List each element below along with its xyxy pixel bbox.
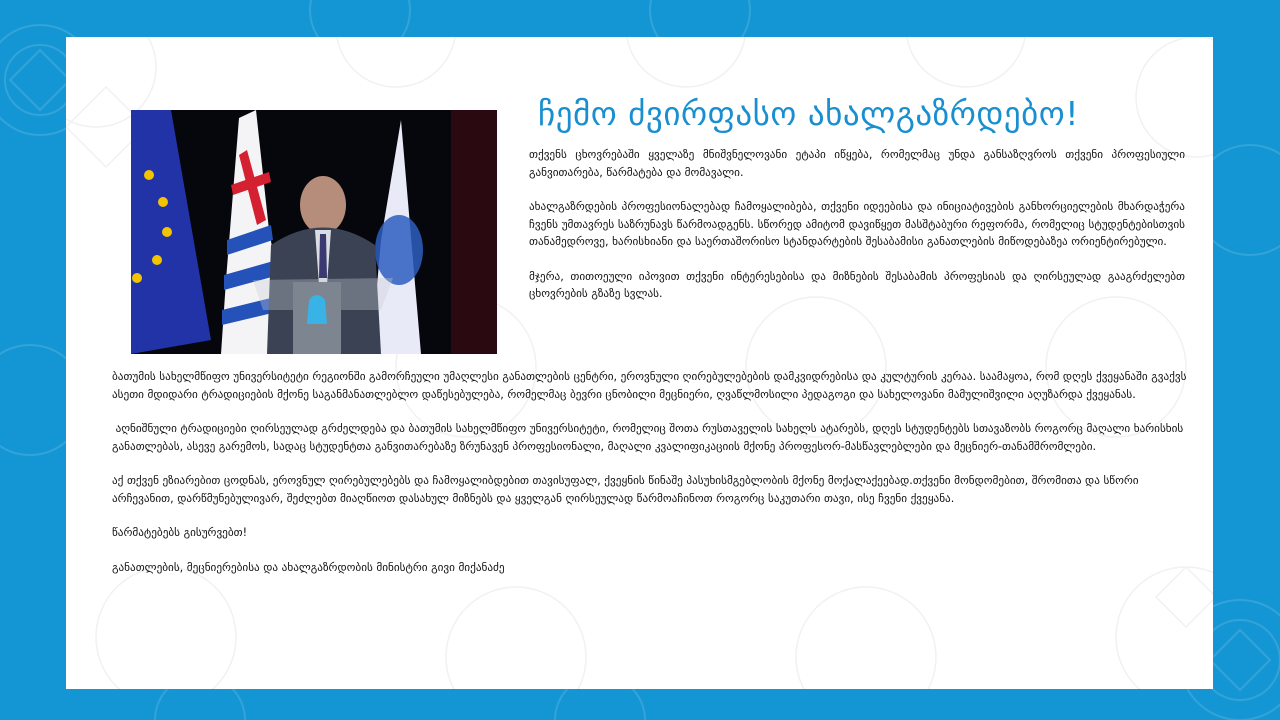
main-letter-text xyxy=(112,368,1192,593)
intro-text xyxy=(529,146,1185,320)
signature: განათლების, მეცნიერებისა და ახალგაზრდობის მინისტრი გივი მიქანაძე xyxy=(112,560,505,574)
closing-wish: წარმატებებს გისურვებთ! xyxy=(112,526,248,539)
body-paragraph-1: ბათუმის სახელმწიფო უნივერსიტეტი რეგიონში გამორჩეული უმაღლესი განათლების ცენტრი, ეროვნული ღირებულებების დამკვიდრებისა და კულტურის კერაა. საამაყოა, რომ დღეს ქვეყანაში გვაქვს ასეთი მდიდარი ტრადიციების მქონე საგანმანათლებლო დაწესებულება, რომელმაც ბევრი ცნობილი მეცნიერი, ღვაწლმოსილი პედაგოგი და სახელოვანი მამულიშვილი აღუზარდა ქვეყანას. xyxy=(112,370,1187,401)
page-title: ჩემო ძვირფასო ახალგაზრდებო! xyxy=(538,94,1079,133)
body-paragraph-3: აქ თქვენ ეზიარებით ცოდნას, ეროვნულ ღირებულებებს და ჩამოყალიბდებით თავისუფალ, ქვეყნის წინაშე პასუხისმგებლობის მქონე მოქალაქეებად.თქვენი მონდომებით, შრომითა და სწორი არჩევანით, დარწმუნებულივარ, შეძლებთ მიაღწიოთ დასახულ მიზნებს და ყველგან ღირსეულად წარმოაჩინოთ როგორც საკუთარი თავი, ისე ჩვენი ქვეყანა. xyxy=(112,474,1139,505)
photo-illustration xyxy=(131,110,497,354)
intro-paragraph-3: მჯერა, თითოეული იპოვით თქვენი ინტერესებისა და მიზნების შესაბამის პროფესიას და ღირსეულად გააგრძელებთ ცხოვრების გზაზე სვლას. xyxy=(529,269,1185,300)
minister-speech-photo xyxy=(131,110,497,354)
body-paragraph-2: აღნიშნული ტრადიციები ღირსეულად გრძელდება და ბათუმის სახელმწიფო უნივერსიტეტი, რომელიც შოთა რუსთაველის სახელს ატარებს, დღეს სტუდენტებს სთავაზობს როგორც მაღალი ხარისხის განათლებას, ასევე გარემოს, სადაც სტუდენტთა განვითარებაზე ზრუნავენ პროფესიონალი, მაღალი კვალიფიკაციის მქონე პროფესორ-მასწავლებლები და მეცნიერ-თანამშრომლები. xyxy=(112,422,1187,453)
content-card xyxy=(66,37,1213,689)
intro-paragraph-1: თქვენს ცხოვრებაში ყველაზე მნიშვნელოვანი ეტაპი იწყება, რომელმაც უნდა განსაზღვროს თქვენი პროფესიული განვითარება, წარმატება და მომავალი. xyxy=(529,148,1185,179)
intro-paragraph-2: ახალგაზრდების პროფესიონალებად ჩამოყალიბება, თქვენი იდეებისა და ინიციატივების განხორციელების მხარდაჭერა ჩვენს უმთავრეს საზრუნავს წარმოადგენს. სწორედ ამიტომ დავიწყეთ მასშტაბური რეფორმა, რომელიც სტუდენტებისთვის თანამედროვე, ხარისხიანი და საერთაშორისო სტანდარტების შესაბამისი განათლების მიწოდებაზეა ორიენტირებული. xyxy=(529,200,1185,248)
